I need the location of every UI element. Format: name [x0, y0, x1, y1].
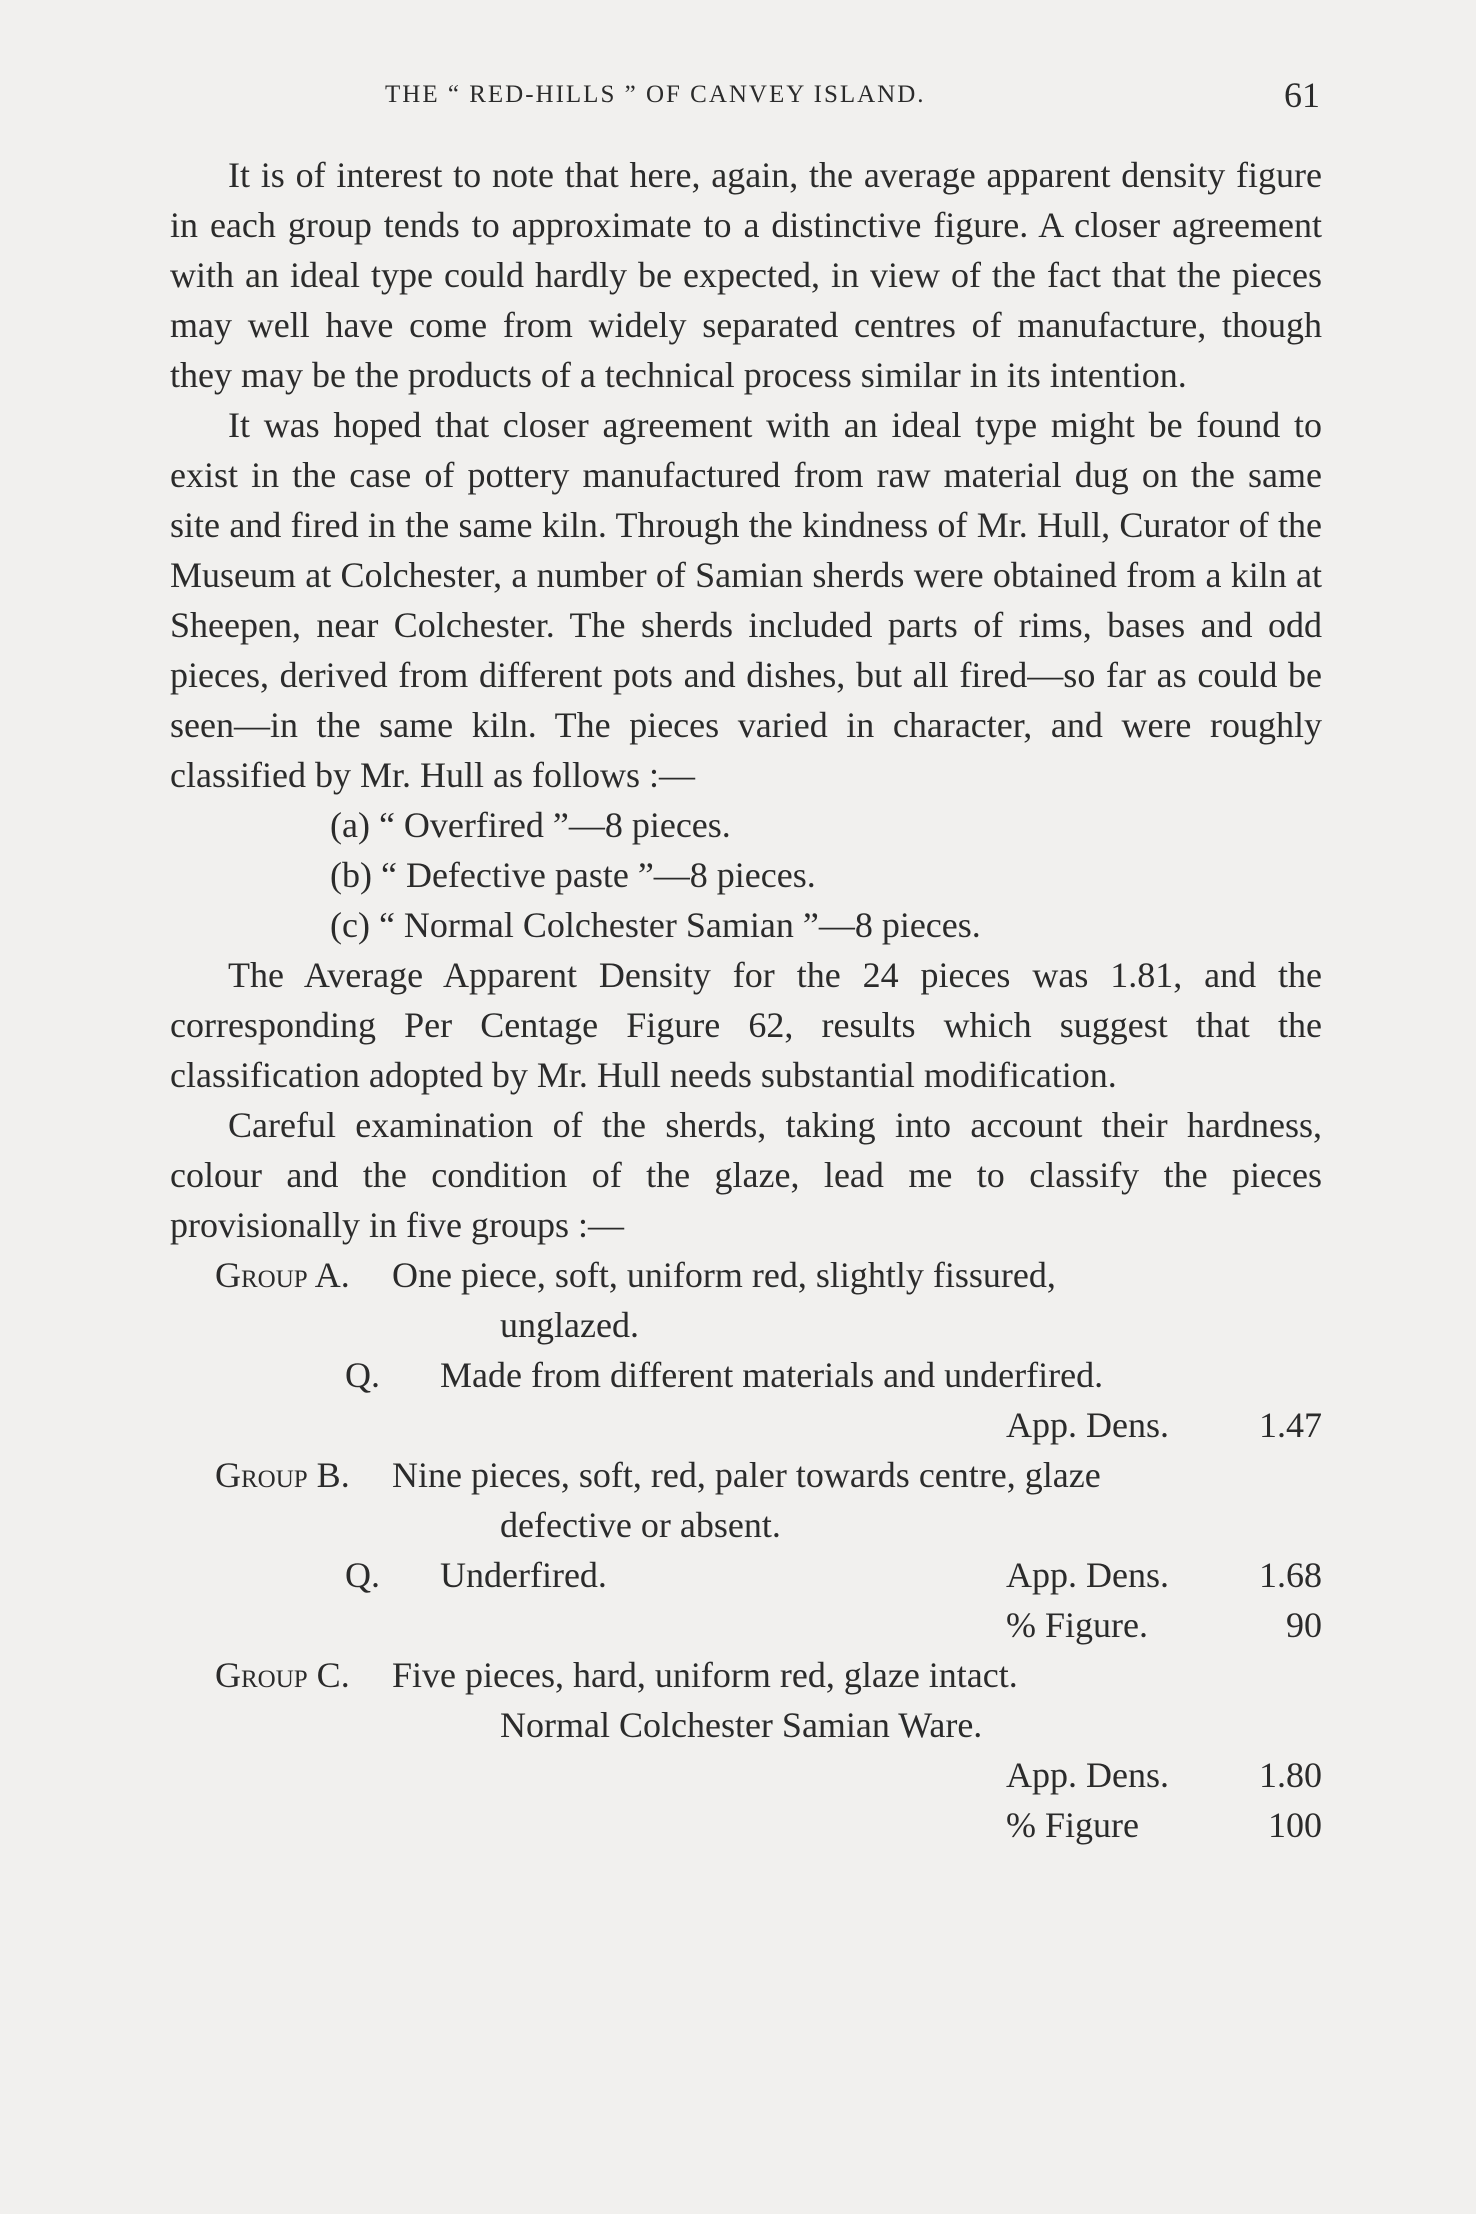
paragraph-4: Careful examination of the sherds, taking into account their hardness, colour and the condition of the glaze, lead me to classify the pieces provisionally in five groups :—: [170, 1105, 1322, 1245]
density-value: 1.47: [1259, 1405, 1322, 1445]
percentage-value: 90: [1286, 1605, 1322, 1645]
percentage-value: 100: [1268, 1805, 1322, 1845]
group-c: [170, 1650, 1322, 1850]
group-label: Group A.: [215, 1255, 350, 1295]
quality-label: Q.: [345, 1555, 380, 1595]
classification-list: [170, 800, 1322, 950]
group-label: Group C.: [215, 1655, 350, 1695]
group-description: Five pieces, hard, uniform red, glaze intact.: [392, 1655, 1018, 1695]
percentage-label: % Figure: [1006, 1805, 1139, 1845]
density-value: 1.68: [1259, 1555, 1322, 1595]
running-title: THE “ RED-HILLS ” OF CANVEY ISLAND.: [385, 81, 926, 108]
group-description-cont: defective or absent.: [500, 1505, 781, 1545]
group-a: [170, 1250, 1322, 1450]
group-description-cont: unglazed.: [500, 1305, 639, 1345]
group-description: Nine pieces, soft, red, paler towards centre, glaze: [392, 1455, 1101, 1495]
density-label: App. Dens.: [1006, 1755, 1169, 1795]
paragraph-3: The Average Apparent Density for the 24 pieces was 1.81, and the corresponding Per Centage Figure 62, results which suggest that the classification adopted by Mr. Hull needs substantial modification.: [170, 955, 1322, 1095]
list-item: (b) “ Defective paste ”—8 pieces.: [330, 855, 816, 895]
page-number: 61: [1284, 75, 1320, 115]
paragraph-2: It was hoped that closer agreement with an ideal type might be found to exist in the case of pottery manufactured from raw material dug on the same site and fired in the same kiln. Through the kindness of Mr. Hull, Curator of the Museum at Colchester, a number of Samian sherds were obtained from a kiln at Sheepen, near Colchester. The sherds included parts of rims, bases and odd pieces, derived from different pots and dishes, but all fired—so far as could be seen—in the same kiln. The pieces varied in character, and were roughly classified by Mr. Hull as follows :—: [170, 405, 1322, 795]
density-label: App. Dens.: [1006, 1405, 1169, 1445]
list-item: (c) “ Normal Colchester Samian ”—8 pieces.: [330, 905, 981, 945]
density-label: App. Dens.: [1006, 1555, 1169, 1595]
paragraph-1: It is of interest to note that here, again, the average apparent density figure in each group tends to approximate to a distinctive figure. A closer agreement with an ideal type could hardly be expected, in view of the fact that the pieces may well have come from widely separated centres of manufacture, though they may be the products of a technical process similar in its intention.: [170, 155, 1322, 395]
page-header: [170, 70, 1320, 120]
quality-text: Made from different materials and underfired.: [440, 1355, 1104, 1395]
density-value: 1.80: [1259, 1755, 1322, 1795]
group-label: Group B.: [215, 1455, 350, 1495]
quality-text: Underfired.: [440, 1555, 607, 1595]
percentage-label: % Figure.: [1006, 1605, 1148, 1645]
group-b: [170, 1450, 1322, 1650]
group-description: One piece, soft, uniform red, slightly fissured,: [392, 1255, 1056, 1295]
group-description-cont: Normal Colchester Samian Ware.: [500, 1705, 983, 1745]
page-body: [170, 150, 1322, 1850]
list-item: (a) “ Overfired ”—8 pieces.: [330, 805, 731, 845]
quality-label: Q.: [345, 1355, 380, 1395]
